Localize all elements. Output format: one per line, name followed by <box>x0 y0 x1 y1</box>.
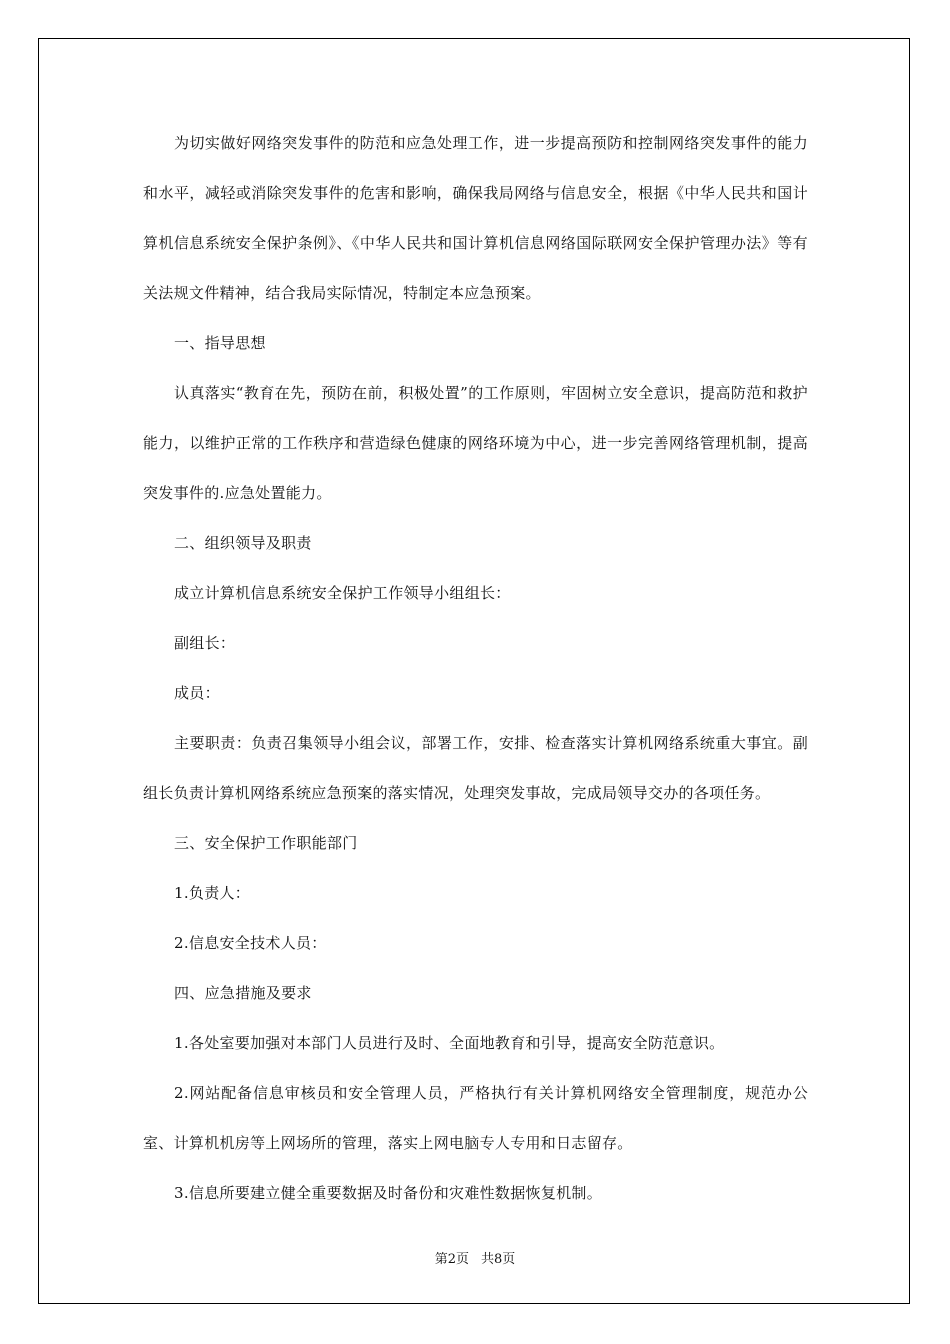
measure-item-3: 3.信息所要建立健全重要数据及时备份和灾难性数据恢复机制。 <box>174 1184 603 1202</box>
guiding-principle-paragraph: 认真落实“教育在先，预防在前，积极处置”的工作原则，牢固树立安全意识，提高防范和救护能力，以维护正常的工作秩序和营造绿色健康的网络环境为中心，进一步完善网络管理机制，提高突发事件的.应急处置能力。 <box>143 384 808 502</box>
section-heading-emergency-measures: 四、应急措施及要求 <box>174 984 312 1002</box>
measure-item-1: 1.各处室要加强对本部门人员进行及时、全面地教育和引导，提高安全防范意识。 <box>174 1034 725 1052</box>
section-heading-departments: 三、安全保护工作职能部门 <box>174 834 358 852</box>
deputy-leader-line: 副组长： <box>174 634 236 652</box>
measure-item-2: 2.网站配备信息审核员和安全管理人员，严格执行有关计算机网络安全管理制度，规范办公室、计算机机房等上网场所的管理，落实上网电脑专人专用和日志留存。 <box>143 1084 808 1152</box>
section-heading-guiding-principle: 一、指导思想 <box>174 334 266 352</box>
members-line: 成员： <box>174 684 220 702</box>
section-heading-organization: 二、组织领导及职责 <box>174 534 312 552</box>
page-total: 共8页 <box>481 1252 516 1267</box>
responsibilities-paragraph: 主要职责：负责召集领导小组会议，部署工作，安排、检查落实计算机网络系统重大事宜。副组长负责计算机网络系统应急预案的落实情况，处理突发事故，完成局领导交办的各项任务。 <box>143 734 808 802</box>
page-number: 第2页 <box>434 1252 469 1267</box>
security-staff-line: 2.信息安全技术人员： <box>174 934 327 952</box>
intro-paragraph: 为切实做好网络突发事件的防范和应急处理工作，进一步提高预防和控制网络突发事件的能力和水平，减轻或消除突发事件的危害和影响，确保我局网络与信息安全，根据《中华人民共和国计算机信息系统安全保护条例》、《中华人民共和国计算机信息网络国际联网安全保护管理办法》等有关法规文件精神，结合我局实际情况，特制定本应急预案。 <box>143 134 808 302</box>
page-footer <box>0 1248 950 1267</box>
team-leader-line: 成立计算机信息系统安全保护工作领导小组组长： <box>174 584 511 602</box>
responsible-person-line: 1.负责人： <box>174 884 251 902</box>
document-body <box>143 118 808 1218</box>
